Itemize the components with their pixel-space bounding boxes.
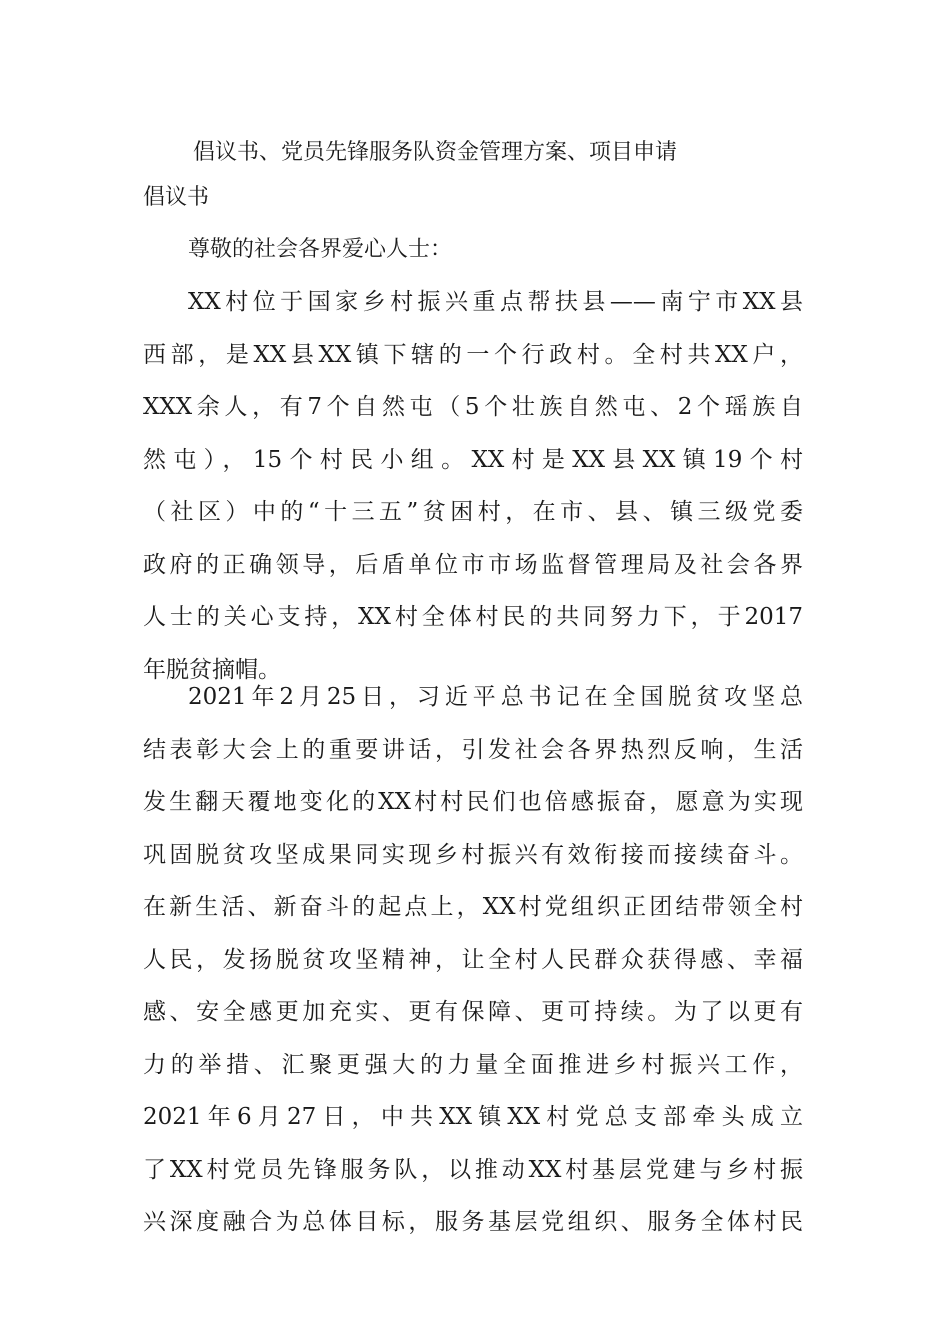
paragraph-line: 2021年2月25日，习近平总书记在全国脱贫攻坚总 <box>188 684 803 710</box>
document-subtitle: 倡议书 <box>143 185 210 210</box>
paragraph-line: 然屯），15个村民小组。XX村是XX县XX镇19个村 <box>143 446 803 473</box>
paragraph-line: 年脱贫摘帽。 <box>143 656 281 683</box>
paragraph-line: 在新生活、新奋斗的起点上，XX村党组织正团结带领全村 <box>143 894 803 920</box>
paragraph-line: 结表彰大会上的重要讲话，引发社会各界热烈反响，生活 <box>143 736 803 763</box>
paragraph-line: XX村位于国家乡村振兴重点帮扶县——南宁市XX县 <box>188 289 803 315</box>
paragraph-line: 了XX村党员先锋服务队，以推动XX村基层党建与乡村振 <box>143 1156 803 1183</box>
paragraph-2 <box>143 671 803 1249</box>
paragraph-line: 西部，是XX县XX镇下辖的一个行政村。全村共XX户， <box>143 341 803 368</box>
salutation: 尊敬的社会各界爱心人士： <box>188 237 453 262</box>
paragraph-line: XXX余人，有7个自然屯（5个壮族自然屯、2个瑶族自 <box>143 394 803 420</box>
paragraph-line: 发生翻天覆地变化的XX村村民们也倍感振奋，愿意为实现 <box>143 789 803 815</box>
paragraph-line: 人士的关心支持，XX村全体村民的共同努力下，于2017 <box>143 604 803 630</box>
paragraph-1 <box>143 276 803 696</box>
paragraph-line: 2021年6月27日，中共XX镇XX村党总支部牵头成立 <box>143 1104 803 1130</box>
paragraph-line: 兴深度融合为总体目标，服务基层党组织、服务全体村民 <box>143 1209 803 1235</box>
paragraph-line: 感、安全感更加充实、更有保障、更可持续。为了以更有 <box>143 999 803 1025</box>
paragraph-line: （社区）中的“十三五”贫困村，在市、县、镇三级党委 <box>143 499 803 525</box>
paragraph-line: 巩固脱贫攻坚成果同实现乡村振兴有效衔接而接续奋斗。 <box>143 841 803 868</box>
document-title: 倡议书、党员先锋服务队资金管理方案、项目申请 <box>193 140 678 165</box>
paragraph-line: 政府的正确领导，后盾单位市市场监督管理局及社会各界 <box>143 551 803 578</box>
paragraph-line: 人民，发扬脱贫攻坚精神，让全村人民群众获得感、幸福 <box>143 946 803 973</box>
paragraph-line: 力的举措、汇聚更强大的力量全面推进乡村振兴工作， <box>143 1051 803 1078</box>
